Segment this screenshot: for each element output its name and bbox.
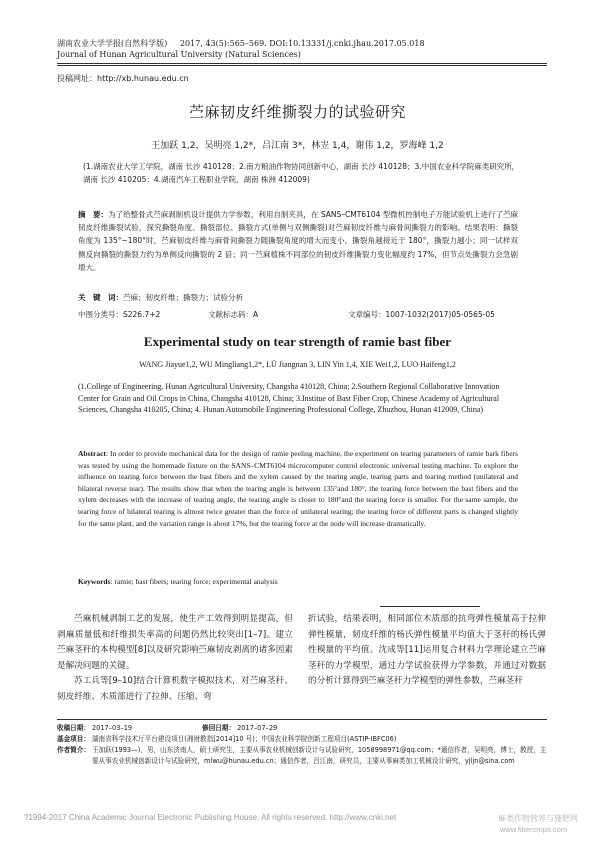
revised-date: 2017–07–29	[237, 724, 278, 732]
classification-row	[78, 309, 518, 320]
clc-number: 中图分类号：S226.7+2	[78, 310, 161, 319]
body-paragraph: 苏工兵等[9–10]结合计算机数字模拟技术，对苎麻茎秆、韧皮纤维、木质部进行了拉伸、压缩、弯	[57, 676, 293, 702]
abstract-en	[78, 448, 518, 529]
abstract-cn	[78, 208, 518, 274]
fund-row	[57, 734, 547, 745]
running-header	[57, 38, 547, 60]
body-paragraph: 苎麻机械剥制工艺的发展，使生产工效得到明显提高，但剥麻质量低和纤维损失率高的问题仍然比较突出[1–7]。建立苎麻茎秆的本构模型[8]以及研究影响苎麻韧皮剥离的诸多因素是解决问题的关键。	[57, 614, 293, 671]
section-divider	[380, 606, 480, 607]
submission-url[interactable]: 投稿网址：http://xb.hunau.edu.cn	[57, 74, 189, 83]
affiliation-en: (1.College of Engineering, Hunan Agricultural University, Changsha 410128, China; 2.Southern Regional Collaborative Innovation Center for Grain and Oil Crops in China, Changsha 410128, China; 3.Institue of Bast Fiber Crop, Chinese Academy of Agricultural Sciences, Changsha 410205, China; 4. Hunan Automobile Engineering Professional College, Zhuzhou, Hunan 412009, China)	[78, 382, 500, 414]
author-list-cn: 王加跃 1,2，吴明亮 1,2*，吕江南 3*，林岦 1,4，谢伟 1,2，罗海峰 1,2	[151, 141, 444, 151]
header-rule	[57, 63, 547, 64]
author-label: 作者简介：	[57, 746, 90, 754]
keywords-en	[78, 577, 278, 586]
keywords-text-en: : ramie; bast fibers; tearing force; experimental analysis	[110, 577, 278, 586]
revised-label: 修回日期：	[202, 724, 236, 732]
received-label: 收稿日期：	[57, 724, 90, 732]
body-column-left	[57, 612, 293, 706]
article-title-cn: 苎麻韧皮纤维撕裂力的试验研究	[188, 103, 406, 121]
affiliation-cn: (1.湖南农业大学工学院，湖南 长沙 410128；2.南方粮油作物协同创新中心，湖南 长沙 410128；3.中国农业科学院麻类研究所，湖南 长沙 410205；4.湖南汽车工程职业学院，湖南 株洲 412009)	[83, 162, 520, 184]
header-rule-2	[57, 65, 547, 66]
fund-label: 基金项目：	[57, 735, 90, 743]
fund-text: 湖南省科学技术厅平台建设项目(湘财教指[2014]10 号)；中国农业科学院创新工程项目(ASTIP-IBFC06)	[91, 735, 397, 743]
keywords-cn	[78, 292, 243, 303]
received-date: 2017–03–19	[91, 724, 133, 732]
author-text: 王加跃(1993—)，男，山东济南人，硕士研究生，主要从事农业机械创新设计与试验研究，1058998971@qq.com；*通信作者，吴明亮，博士，教授，主要从事农业机械创新设计与试验研究，mlwu@hunau.edu.cn；通信作者，吕江南，研究员，主要从事麻类加工机械设计研究，yjljn@sina.com	[91, 746, 547, 765]
abstract-label-cn: 摘 要：	[78, 210, 109, 219]
footnote-rule	[57, 719, 547, 720]
keywords-label-cn: 关 键 词：	[78, 293, 123, 302]
copyright-notice: ?1994-2017 China Academic Journal Electronic Publishing House. All rights reserved. http://www.cnki.net	[24, 813, 397, 822]
article-title-en: Experimental study on tear strength of ramie bast fiber	[143, 334, 452, 349]
journal-name-cn: 湖南农业大学学报(自然科学版)	[57, 39, 168, 48]
author-row	[57, 745, 547, 767]
body-column-right	[308, 612, 546, 690]
abstract-label-en: Abstract	[78, 449, 106, 458]
article-number: 文章编号：1007-1032(2017)05-0565-05	[348, 310, 495, 319]
abstract-text-en: : In order to provide mechanical data for the design of ramie peeling machine, the experiment on tearing parameters of ramie bark fibers was tested by using the homemade fixture on the SANS–CMT6104 microcomputer control electronic universal testing machine. To explore the influence on tearing force between the bast fibers and the xylem caused by the tearing angle, tearing parts and tearing method (unilateral and bilateral reverse tear). The results show that when the tearing angle is between 135°and 180°, the tearing force between the bast fibers and the xylem decreases with the increase of tearing angle, the tearing angle is closer to 180°and the tearing force is smaller. For the same sample, the tearing force of bilateral tearing is almost twice greater than the force of unilateral tearing; the tearing force of different parts is changed slightly for the same plant, and the variation range is about 17%, but the tearing force at the node will increase dramatically.	[78, 449, 518, 528]
document-code: 文献标志码：A	[208, 310, 259, 319]
citation-doi: 2017, 43(5):565–569. DOI:10.13331/j.cnki.jhau.2017.05.018	[179, 39, 425, 48]
abstract-text-cn: 为了给整骨式苎麻剥制机设计提供力学参数，利用自制夹具，在 SANS–CMT6104 型微机控制电子万能试验机上进行了苎麻韧皮纤维撕裂试验，探究撕裂角度、撕裂部位、撕裂方式(单侧与双侧撕裂)对苎麻韧皮纤维与麻骨间撕裂力的影响。结果表明：撕裂角度为 135°~180°时，苎麻韧皮纤维与麻骨间撕裂力随撕裂角度的增大而变小，撕裂角越接近于 180°，撕裂力越小；同一试样双侧反向撕裂的撕裂力约为单侧反向撕裂的 2 倍；同一苎麻植株不同部位的韧皮纤维撕裂力变化幅度约 17%，但节点处撕裂力会急剧增大。	[78, 210, 519, 272]
keywords-label-en: Keywords	[78, 577, 111, 586]
watermark-cn: 麻类作物营养与施肥网	[498, 814, 578, 823]
body-paragraph: 折试验，结果表明，相同部位木质部的抗弯弹性模量高于拉伸弹性模量，韧皮纤维的杨氏弹性模量平均值大于茎秆的杨氏弹性模量的平均值。沈成等[11]运用复合材料力学理论建立苎麻茎秆的力学模型，通过力学试验获得力学参数，并通过对数据的分析计算得到苎麻茎秆力学模型的弹性参数，苎麻茎秆	[308, 614, 546, 687]
watermark-en: www.fibercrops.com	[500, 825, 568, 834]
author-list-en: WANG Jiayue1,2, WU Mingliang1,2*, LÜ Jiangnan 3, LIN Yin 1,4, XIE Wei1,2, LUO Haifeng1,2	[139, 360, 456, 369]
journal-name-en: Journal of Hunan Agricultural University (Natural Sciences)	[57, 50, 301, 59]
keywords-text-cn: 苎麻；韧皮纤维；撕裂力；试验分析	[123, 293, 243, 302]
footnotes	[57, 723, 547, 767]
dates-row	[57, 723, 547, 734]
